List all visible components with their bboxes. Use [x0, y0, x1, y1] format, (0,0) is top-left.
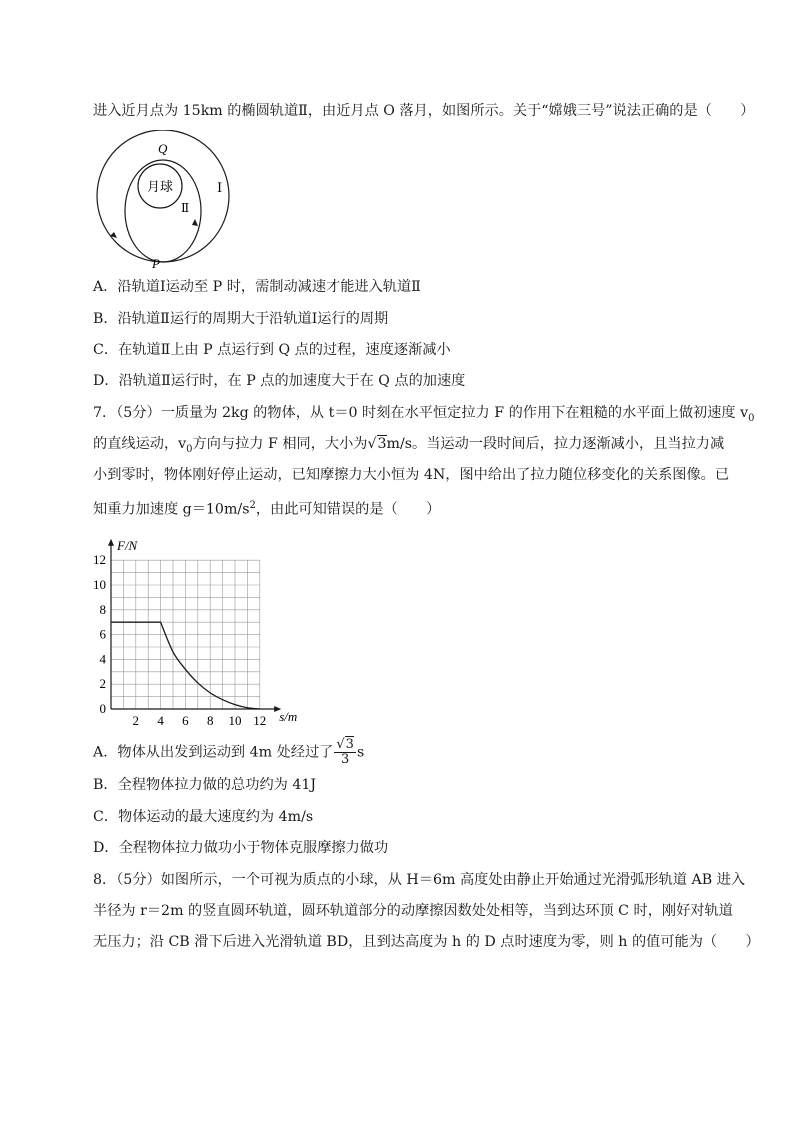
arrow-orbit-2 — [192, 219, 198, 226]
orbit-figure — [88, 130, 238, 270]
x-tick-label: 10 — [228, 713, 242, 727]
point-q-label: Q — [158, 141, 168, 156]
q7-line-3: 小到零时，物体刚好停止运动，已知摩擦力大小恒为 4N，图中给出了拉力随位移变化的关系图像。已 — [93, 467, 730, 483]
y-tick-label: 6 — [99, 626, 106, 642]
orbit-2-label: Ⅱ — [181, 201, 190, 215]
x-tick-label: 12 — [253, 713, 267, 727]
y-axis-arrow — [108, 539, 114, 546]
point-p-label: P — [152, 256, 160, 270]
q7-option-a: A．物体从出发到运动到 4m 处经过了 $\frac{√3}{3}$ s — [93, 737, 365, 767]
q8-line-2: 半径为 r＝2m 的竖直圆环轨道，圆环轨道部分的动摩擦因数处处相等，当到达环顶 C 时，刚好对轨道 — [93, 903, 733, 919]
x-axis-label: s/m — [279, 709, 298, 724]
moon-label: 月球 — [146, 179, 174, 194]
q7-line-4: 知重力加速度 $g=10m/s^2$，由此可知错误的是（ ） — [93, 500, 441, 518]
y-tick-label: 10 — [93, 577, 106, 592]
q6-intro: 进入近月点为 15km 的椭圆轨道Ⅱ，由近月点 O 落月，如图所示。关于“嫦娥三号”说法正确的是（ ） — [93, 103, 755, 119]
q8-line-3: 无压力；沿 CB 滑下后进入光滑轨道 BD，且到达高度为 h 的 D 点时速度为零，则 h 的值可能为（ ） — [93, 934, 760, 950]
chart-axes — [108, 539, 281, 712]
force-displacement-chart — [88, 522, 318, 727]
q6-option-b: B．沿轨道Ⅱ运行的周期大于沿轨道Ⅰ运行的周期 — [93, 311, 389, 327]
chart-grid — [111, 560, 260, 709]
q6-option-c: C．在轨道Ⅱ上由 P 点运行到 Q 点的过程，速度逐渐减小 — [93, 342, 451, 358]
y-tick-label: 4 — [99, 651, 106, 667]
orbit-2-ellipse — [125, 160, 201, 262]
y-axis-label: F/N — [117, 537, 138, 553]
q6-option-d: D．沿轨道Ⅱ运行时，在 P 点的加速度大于在 Q 点的加速度 — [93, 373, 466, 389]
q8-line-1: 8．（5分）如图所示，一个可视为质点的小球，从 H＝6m 高度处由静止开始通过光滑弧形轨道 AB 进入 — [93, 872, 746, 888]
q7-option-b: B．全程物体拉力做的总功约为 41J — [93, 777, 317, 793]
q7-line-1: 7．（5分）一质量为 2kg 的物体，从 t＝0 时刻在水平恒定拉力 F 的作用下在粗糙的水平面上做初速度 $v_0$ — [93, 405, 755, 424]
q6-option-a: A．沿轨道Ⅰ运动至 P 时，需制动减速才能进入轨道Ⅱ — [93, 279, 421, 295]
y-tick-label: 8 — [99, 601, 106, 617]
q7-line-2: 的直线运动，$v_0$方向与拉力 F 相同，大小为√3m/s。当运动一段时间后，拉力逐渐减小，且当拉力减 — [93, 436, 725, 455]
chart-ticks — [93, 552, 266, 727]
y-tick-label: 12 — [93, 552, 106, 568]
orbit-1-label: Ⅰ — [217, 180, 223, 195]
x-tick-label: 2 — [132, 713, 140, 727]
q7-option-d: D．全程物体拉力做功小于物体克服摩擦力做功 — [93, 840, 389, 856]
x-tick-label: 4 — [157, 713, 164, 727]
x-tick-label: 8 — [206, 713, 214, 727]
y-tick-label: 0 — [99, 701, 106, 716]
q7-option-c: C．物体运动的最大速度约为 4m/s — [93, 809, 314, 825]
y-tick-label: 2 — [99, 676, 106, 692]
x-tick-label: 6 — [182, 713, 189, 727]
